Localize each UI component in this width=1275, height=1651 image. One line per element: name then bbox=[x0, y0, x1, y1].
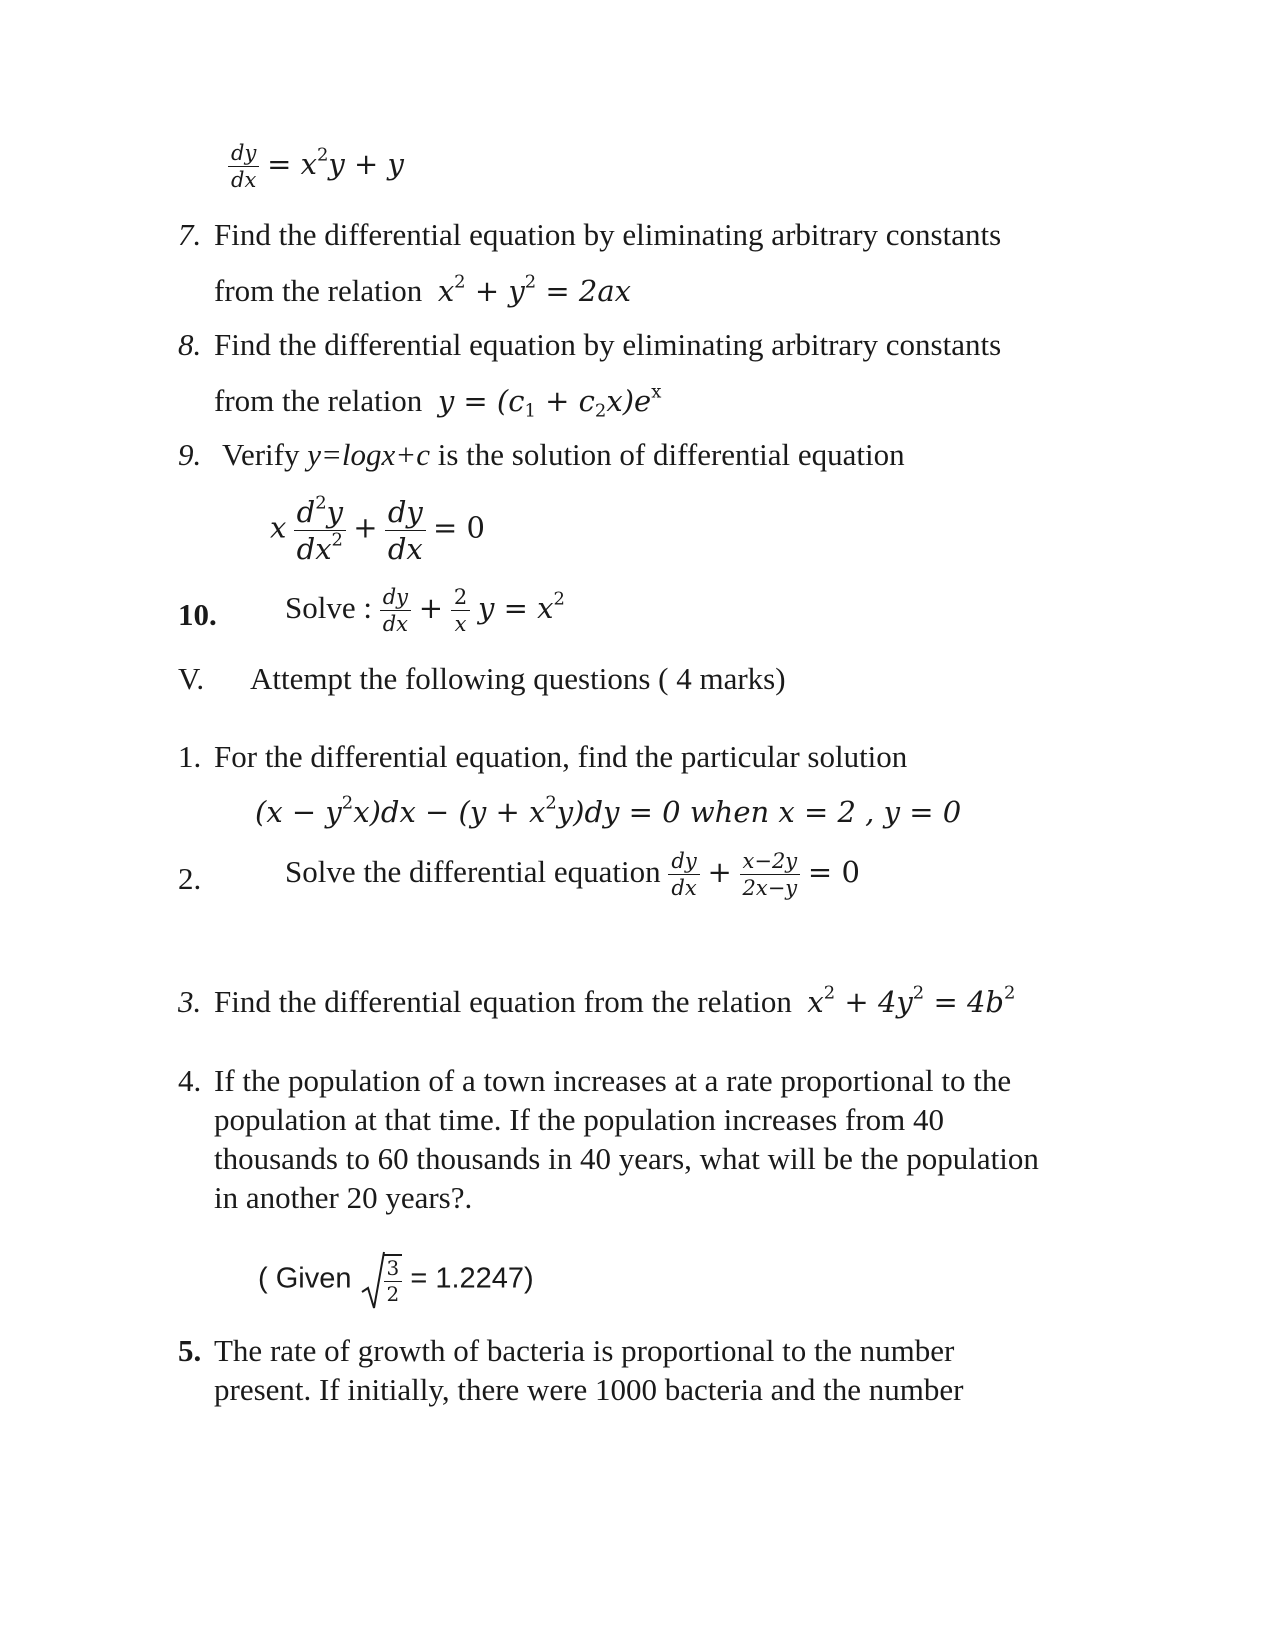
question-8-equation: $y = (c_1 + c_2x)e^x$ bbox=[437, 381, 662, 422]
question-7-text: Find the differential equation by eliminating arbitrary constants bbox=[214, 217, 1002, 252]
v-question-3-equation: $x^2 + 4y^2 = 4b^2$ bbox=[807, 982, 1016, 1019]
fraction-x-2y-over-2x-y: $\frac{x-2y}{2x-y}$ bbox=[740, 848, 801, 902]
question-9-number: 9. bbox=[178, 437, 202, 472]
fraction-dy-dx: $\frac{dy}{dx}$ bbox=[228, 140, 259, 194]
v-question-1-number: 1. bbox=[178, 739, 202, 774]
question-9-equation: x $\frac{d^2y}{dx^2}$ + $\frac{dy}{dx}$ = 0 bbox=[270, 492, 485, 567]
square-root bbox=[360, 1250, 403, 1310]
fraction-dy-dx: $\frac{dy}{dx}$ bbox=[668, 848, 699, 902]
question-7-line2: from the relation $x^2 + y^2 = 2ax$ bbox=[214, 271, 632, 308]
question-10-equation: Solve : $\frac{dy}{dx}$ + $\frac{2}{x}$ $y = x^2$ bbox=[285, 585, 565, 637]
v-question-4-line-4: in another 20 years?. bbox=[214, 1180, 473, 1215]
radical-sign-icon bbox=[360, 1250, 386, 1310]
v-question-1-equation: $(x - y^2x)dx - (y + x^2y)dy = 0$ when x = 2 , y = 0 bbox=[255, 792, 962, 829]
equation-rhs: = $x^2y + y$ bbox=[267, 144, 404, 181]
v-question-3-text: Find the differential equation from the relation $x^2 + 4y^2 = 4b^2$ bbox=[214, 982, 1016, 1019]
v-question-5-number: 5. bbox=[178, 1333, 202, 1368]
section-v-title: Attempt the following questions ( 4 marks) bbox=[250, 661, 786, 696]
equation-top bbox=[228, 140, 404, 194]
v-question-4-line-2: population at that time. If the population increases from 40 bbox=[214, 1102, 945, 1137]
question-10-number: 10. bbox=[178, 597, 217, 632]
v-question-2-number: 2. bbox=[178, 861, 202, 896]
question-8-text: Find the differential equation by eliminating arbitrary constants bbox=[214, 327, 1002, 362]
v-question-3-number: 3. bbox=[178, 984, 202, 1019]
question-8-number: 8. bbox=[178, 327, 202, 362]
v-question-4-given: ( Given $\frac{3}{2}$ = 1.2247) bbox=[258, 1250, 534, 1310]
v-question-2-text: Solve the differential equation $\frac{dy}{dx}$ + $\frac{x-2y}{2x-y}$ = 0 bbox=[285, 849, 860, 901]
fraction-d2y-dx2: $\frac{d^2y}{dx^2}$ bbox=[294, 494, 346, 568]
fraction-dy-dx: $\frac{dy}{dx}$ bbox=[385, 494, 426, 568]
question-7-equation: $x^2 + y^2 = 2ax$ bbox=[437, 271, 632, 308]
fraction-dy-dx: $\frac{dy}{dx}$ bbox=[380, 584, 411, 638]
v-question-4-line-1: If the population of a town increases at a rate proportional to the bbox=[214, 1063, 1012, 1098]
section-v-number: V. bbox=[178, 661, 205, 696]
v-question-4-number: 4. bbox=[178, 1063, 202, 1098]
v-question-4-line-3: thousands to 60 thousands in 40 years, what will be the population bbox=[214, 1141, 1039, 1176]
v-question-1-text: For the differential equation, find the particular solution bbox=[214, 739, 908, 774]
v-question-5-line-2: present. If initially, there were 1000 bacteria and the number bbox=[214, 1372, 964, 1407]
v-question-5-line-1: The rate of growth of bacteria is proportional to the number bbox=[214, 1333, 955, 1368]
question-7-number: 7. bbox=[178, 217, 202, 252]
fraction-3-2: $\frac{3}{2}$ bbox=[384, 1254, 403, 1307]
question-8-line2: from the relation $y = (c_1 + c_2x)e^x$ bbox=[214, 381, 662, 422]
question-9-text: Verify y=logx+c is the solution of differential equation bbox=[222, 437, 905, 472]
fraction-2-x: $\frac{2}{x}$ bbox=[451, 584, 470, 638]
